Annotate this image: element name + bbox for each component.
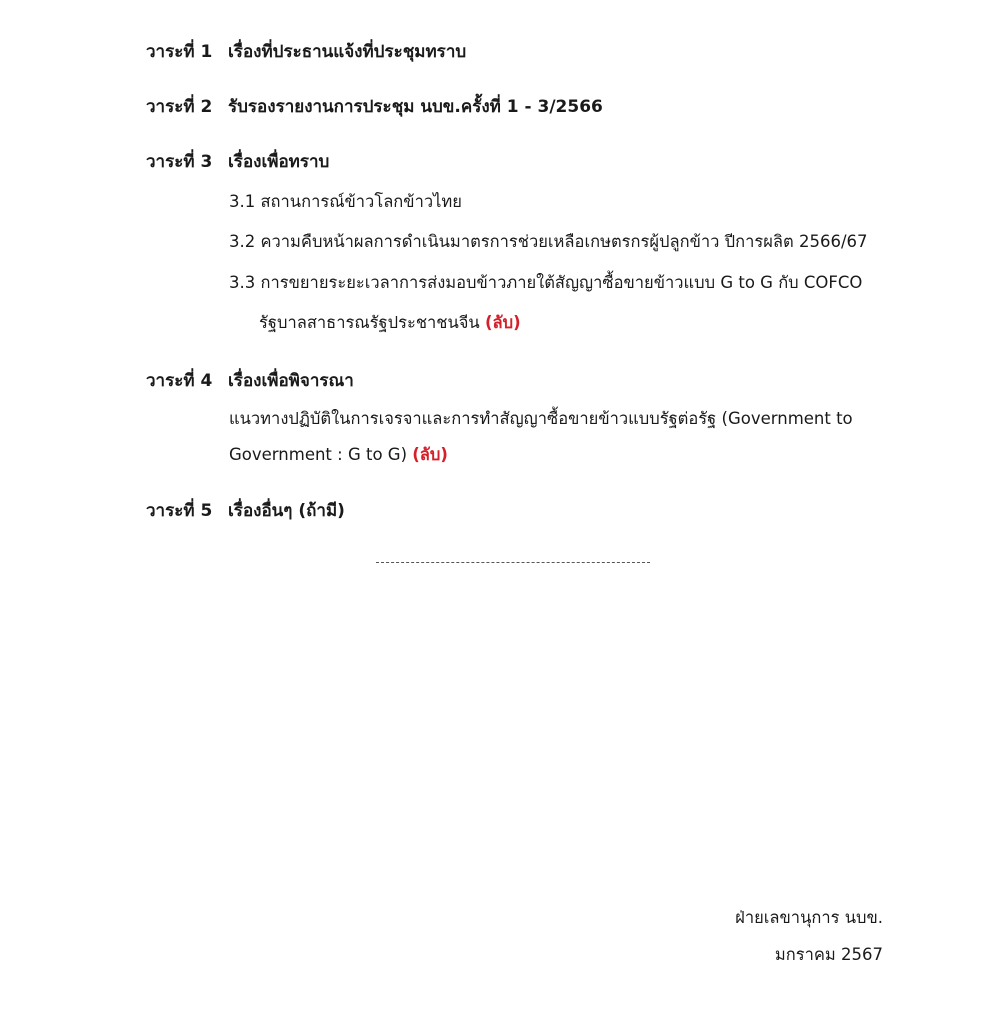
agenda-3-item-1: 3.1 สถานการณ์ข้าวโลกข้าวไทย xyxy=(229,192,462,211)
agenda-3-item-3-continuation xyxy=(259,310,521,336)
agenda-3-item-2: 3.2 ความคืบหน้าผลการดำเนินมาตรการช่วยเหลือเกษตรกรผู้ปลูกข้าว ปีการผลิต 2566/67 xyxy=(229,232,868,251)
agenda-item-3 xyxy=(146,148,329,175)
agenda-number: วาระที่ 3 xyxy=(146,152,213,172)
agenda-item-2 xyxy=(146,93,603,120)
agenda-item-1 xyxy=(146,38,466,65)
agenda-number: วาระที่ 1 xyxy=(146,42,213,62)
agenda-number: วาระที่ 5 xyxy=(146,501,213,521)
separator-line xyxy=(376,562,650,563)
agenda-3-item-3: 3.3 การขยายระยะเวลาการส่งมอบข้าวภายใต้สัญญาซื้อขายข้าวแบบ G to G กับ COFCO xyxy=(229,273,863,292)
agenda-number: วาระที่ 2 xyxy=(146,97,213,117)
continuation-text: รัฐบาลสาธารณรัฐประชาชนจีน xyxy=(259,313,480,332)
signature-department: ฝ่ายเลขานุการ นบข. xyxy=(735,908,883,927)
agenda-4-detail-line-1: แนวทางปฏิบัติในการเจรจาและการทำสัญญาซื้อขายข้าวแบบรัฐต่อรัฐ (Government to xyxy=(229,409,853,428)
secret-label: (ลับ) xyxy=(484,313,521,332)
agenda-title: เรื่องเพื่อพิจารณา xyxy=(228,371,354,391)
agenda-4-detail-line-2 xyxy=(229,442,448,468)
signature-date: มกราคม 2567 xyxy=(774,945,883,964)
agenda-number: วาระที่ 4 xyxy=(146,371,213,391)
detail-text: Government : G to G) xyxy=(229,445,408,464)
agenda-title: รับรองรายงานการประชุม นบข.ครั้งที่ 1 - 3/2566 xyxy=(228,97,603,117)
agenda-item-4 xyxy=(146,367,354,394)
secret-label: (ลับ) xyxy=(412,445,448,464)
agenda-title: เรื่องเพื่อทราบ xyxy=(228,152,330,172)
agenda-item-5 xyxy=(146,497,345,524)
agenda-title: เรื่องที่ประธานแจ้งที่ประชุมทราบ xyxy=(228,42,467,62)
agenda-title: เรื่องอื่นๆ (ถ้ามี) xyxy=(228,501,345,521)
